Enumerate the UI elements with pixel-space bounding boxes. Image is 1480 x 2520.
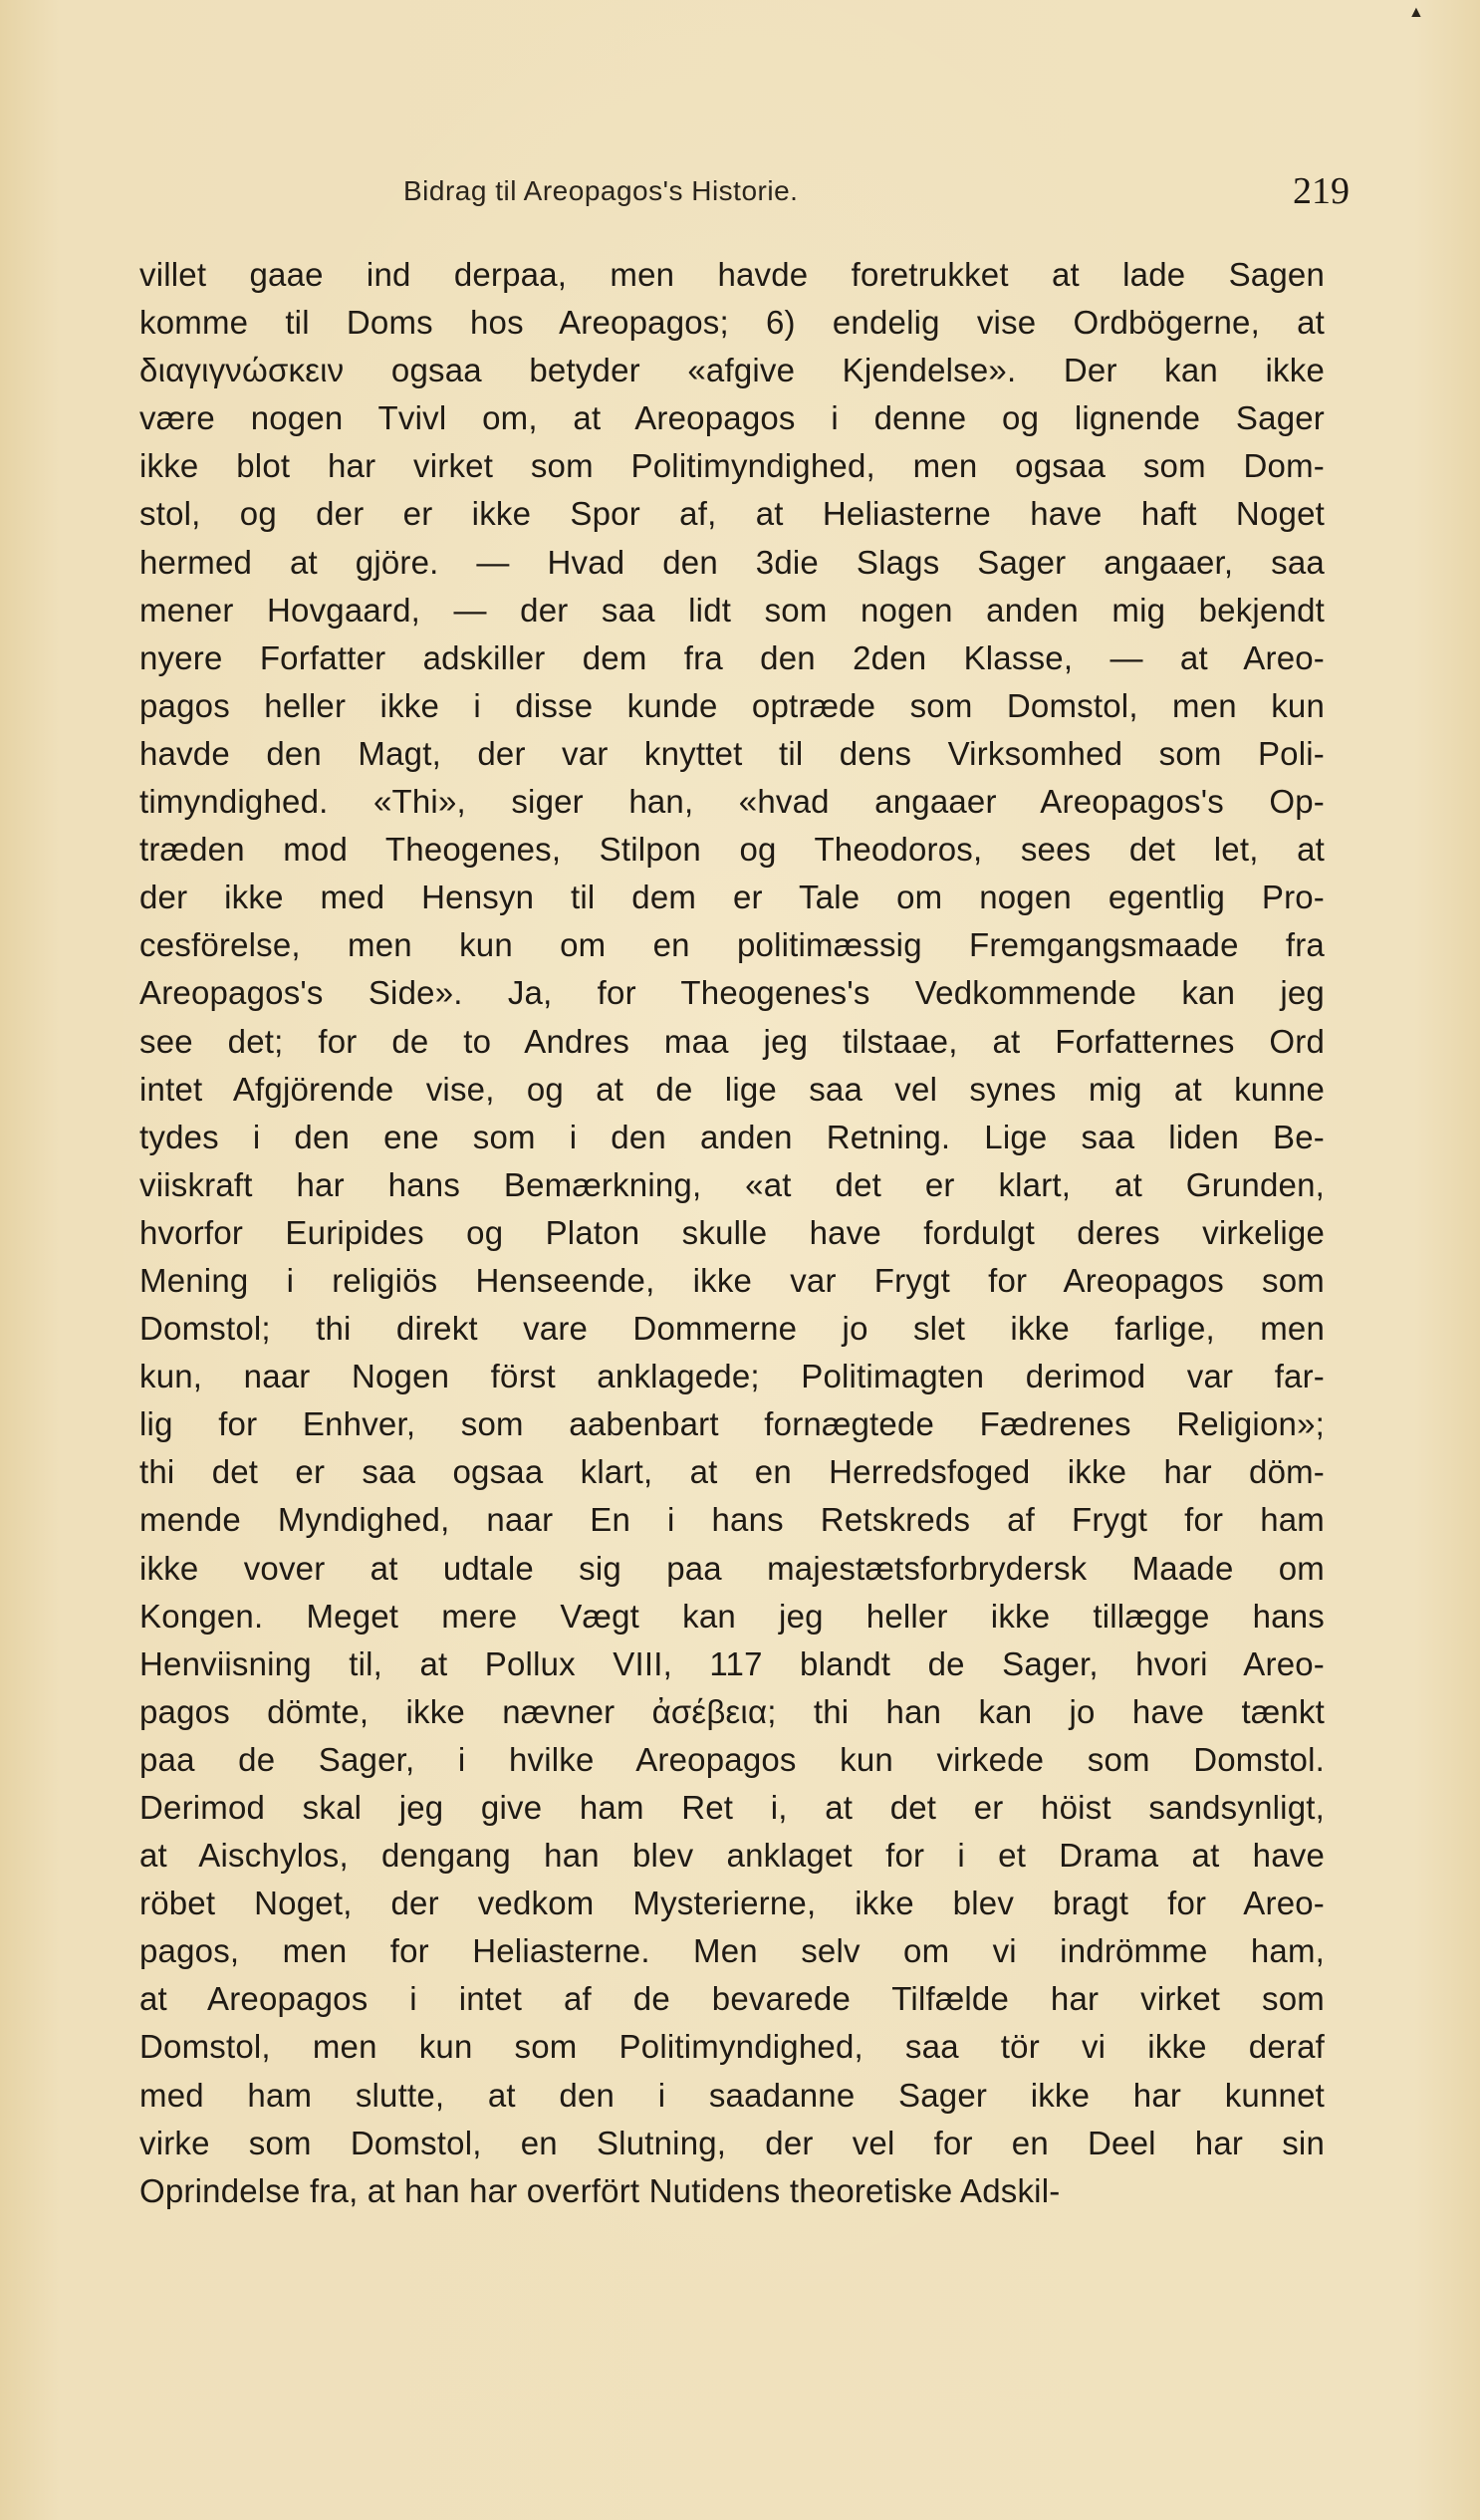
text-line: at Areopagos i intet af de bevarede Tilfælde har virket som [139, 1980, 1325, 2018]
text-line: Derimod skal jeg give ham Ret i, at det er höist sandsynligt, [139, 1789, 1325, 1826]
text-line: med ham slutte, at den i saadanne Sager ikke har kunnet [139, 2076, 1325, 2114]
page-number: 219 [1293, 170, 1350, 212]
text-line: lig for Enhver, som aabenbart fornægtede Fædrenes Religion»; [139, 1405, 1325, 1443]
text-line: viiskraft har hans Bemærkning, «at det er klart, at Grunden, [139, 1165, 1325, 1203]
text-line: see det; for de to Andres maa jeg tilstaae, at Forfatternes Ord [139, 1022, 1325, 1060]
text-line: der ikke med Hensyn til dem er Tale om nogen egentlig Pro- [139, 879, 1325, 916]
corner-mark: ▲ [1408, 4, 1424, 21]
text-line: stol, og der er ikke Spor af, at Heliasterne have haft Noget [139, 495, 1325, 533]
text-line: hvorfor Euripides og Platon skulle have fordulgt deres virkelige [139, 1213, 1325, 1251]
page-header [0, 170, 1480, 215]
text-line: villet gaae ind derpaa, men havde foretrukket at lade Sagen [139, 256, 1325, 293]
text-line: ikke blot har virket som Politimyndighed, men ogsaa som Dom- [139, 447, 1325, 485]
text-line: pagos heller ikke i disse kunde optræde som Domstol, men kun [139, 686, 1325, 724]
text-line: thi det er saa ogsaa klart, at en Herredsfoged ikke har döm- [139, 1453, 1325, 1491]
text-line: Domstol; thi direkt vare Dommerne jo slet ikke farlige, men [139, 1310, 1325, 1348]
body-text [139, 251, 1325, 2215]
running-head: Bidrag til Areopagos's Historie. [403, 175, 799, 206]
text-line: timyndighed. «Thi», siger han, «hvad angaaer Areopagos's Op- [139, 783, 1325, 821]
text-line: Mening i religiös Henseende, ikke var Frygt for Areopagos som [139, 1261, 1325, 1299]
text-line: tydes i den ene som i den anden Retning. Lige saa liden Be- [139, 1118, 1325, 1155]
text-line: være nogen Tvivl om, at Areopagos i denne og lignende Sager [139, 399, 1325, 437]
text-line: paa de Sager, i hvilke Areopagos kun virkede som Domstol. [139, 1740, 1325, 1778]
text-line: at Aischylos, dengang han blev anklaget for i et Drama at have [139, 1837, 1325, 1875]
text-line: hermed at gjöre. — Hvad den 3die Slags Sager angaaer, saa [139, 543, 1325, 581]
text-line: nyere Forfatter adskiller dem fra den 2den Klasse, — at Areo- [139, 638, 1325, 676]
text-line: διαγιγνώσκειν ogsaa betyder «afgive Kjendelse». Der kan ikke [139, 352, 1325, 389]
text-line: mende Myndighed, naar En i hans Retskreds af Frygt for ham [139, 1501, 1325, 1539]
text-line: kun, naar Nogen först anklagede; Politimagten derimod var far- [139, 1358, 1325, 1395]
text-line: röbet Noget, der vedkom Mysterierne, ikke blev bragt for Areo- [139, 1885, 1325, 1922]
text-line: Areopagos's Side». Ja, for Theogenes's Vedkommende kan jeg [139, 974, 1325, 1012]
text-line: komme til Doms hos Areopagos; 6) endelig vise Ordbögerne, at [139, 304, 1325, 342]
text-line: intet Afgjörende vise, og at de lige saa vel synes mig at kunne [139, 1070, 1325, 1108]
text-line: virke som Domstol, en Slutning, der vel for en Deel har sin [139, 2124, 1325, 2161]
text-line: Oprindelse fra, at han har overfört Nutidens theoretiske Adskil- [139, 2171, 1061, 2209]
text-line: ikke vover at udtale sig paa majestætsforbrydersk Maade om [139, 1549, 1325, 1587]
text-line: træden mod Theogenes, Stilpon og Theodoros, sees det let, at [139, 831, 1325, 869]
text-line: mener Hovgaard, — der saa lidt som nogen anden mig bekjendt [139, 591, 1325, 629]
text-line: pagos dömte, ikke nævner ἀσέβεια; thi han kan jo have tænkt [139, 1692, 1325, 1730]
text-line: havde den Magt, der var knyttet til dens Virksomhed som Poli- [139, 734, 1325, 772]
text-line: pagos, men for Heliasterne. Men selv om vi indrömme ham, [139, 1932, 1325, 1970]
text-line: cesförelse, men kun om en politimæssig Fremgangsmaade fra [139, 926, 1325, 964]
text-line: Domstol, men kun som Politimyndighed, saa tör vi ikke deraf [139, 2028, 1325, 2066]
text-line: Henviisning til, at Pollux VIII, 117 blandt de Sager, hvori Areo- [139, 1644, 1325, 1682]
text-line: Kongen. Meget mere Vægt kan jeg heller ikke tillægge hans [139, 1597, 1325, 1635]
